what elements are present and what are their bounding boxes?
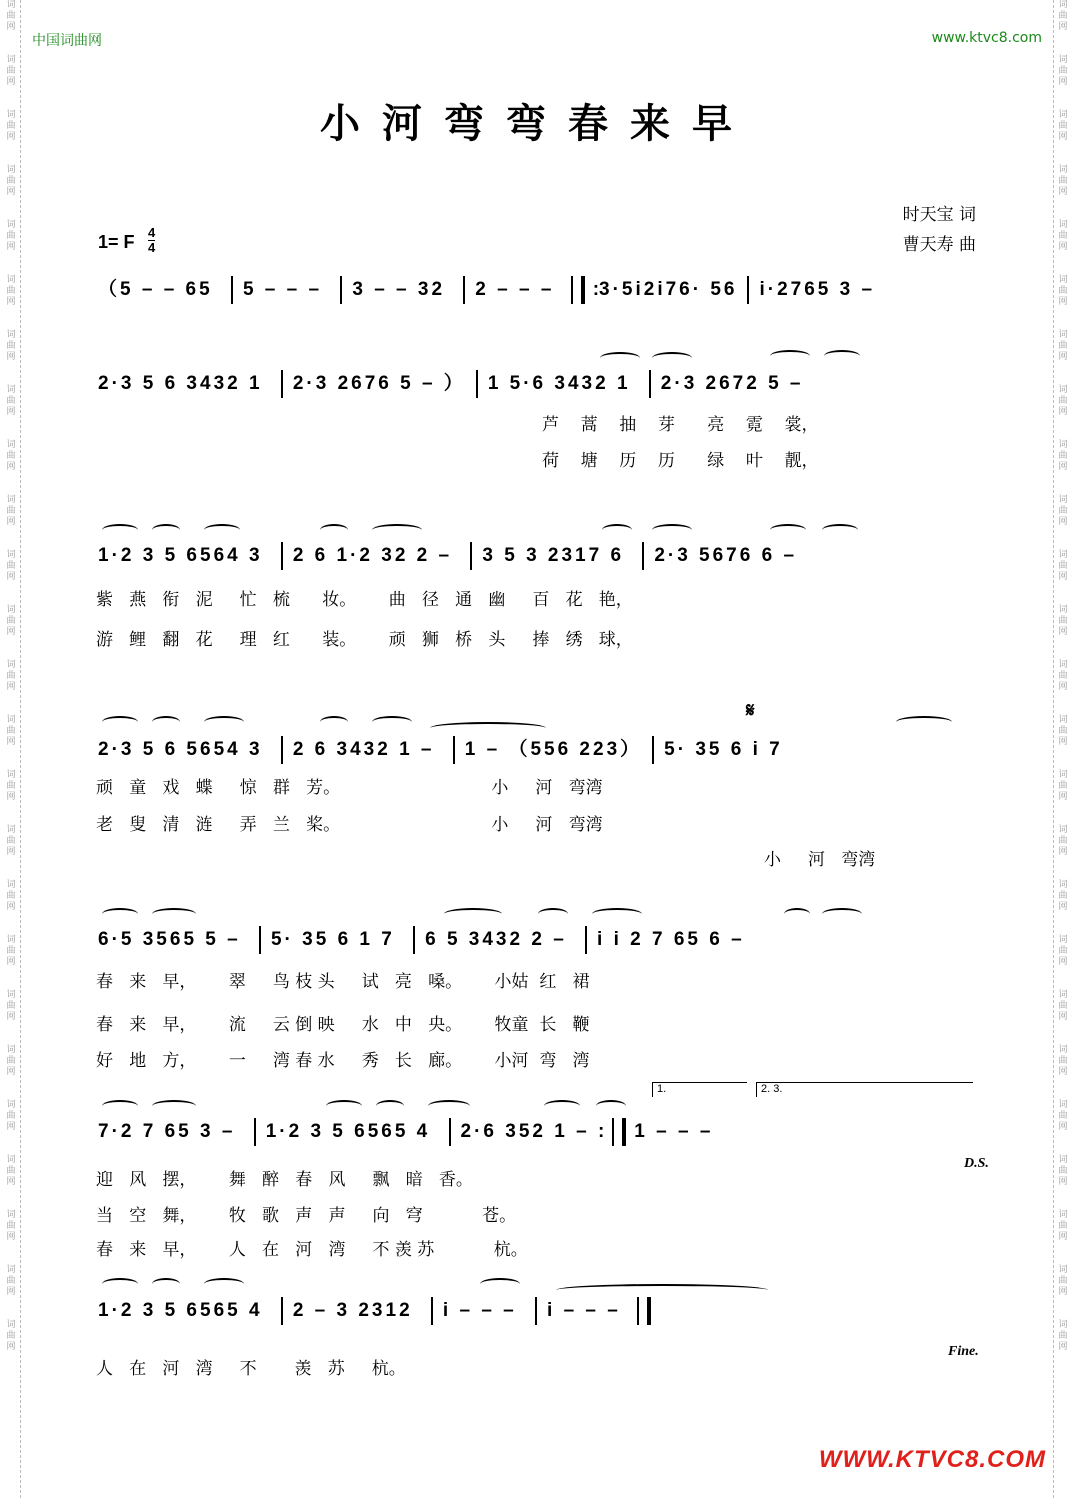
slur xyxy=(102,1278,138,1290)
slur xyxy=(822,908,862,920)
lyric-line: 小 河 弯湾 xyxy=(764,850,876,870)
slur xyxy=(102,524,138,536)
song-title: 小河弯弯春来早 xyxy=(320,100,754,147)
lyric-line: 荷 塘 历 历 绿 叶 靓， xyxy=(542,451,819,471)
slur xyxy=(444,908,502,920)
slur xyxy=(544,1100,580,1112)
notation-row-3: 1·2 3 5 6564 3 2 6 1·2 32 2 – 3 5 3 2317 6 2·3 5676 6 – xyxy=(98,542,797,570)
slur xyxy=(428,1100,470,1112)
composer-credit: 曹天寿 曲 xyxy=(902,235,976,255)
lyric-line: 游 鲤 翻 花 理 红 装。 顽 狮 桥 头 捧 绣 球， xyxy=(96,630,633,650)
slur xyxy=(204,716,244,728)
slur xyxy=(592,908,642,920)
lyric-line: 芦 蒿 抽 芽 亮 霓 裳， xyxy=(542,415,819,435)
site-url-right[interactable]: www.ktvc8.com xyxy=(931,30,1042,46)
lyric-line: 老 叟 清 涟 弄 兰 桨。 小 河 弯湾 xyxy=(96,815,603,835)
lyric-line: 人 在 河 湾 不 羡 苏 杭。 xyxy=(96,1359,406,1379)
slur xyxy=(770,524,806,536)
time-signature xyxy=(148,226,155,255)
notation-row-2: 2·3 5 6 3432 1 2·3 2676 5 – ） 1 5·6 3432 1 2·3 2672 5 – xyxy=(98,368,804,398)
notation-row-1: （5 – – 65 5 – – – 3 – – 32 2 – – – :3·5i2i76· 56 i·2765 3 – xyxy=(98,274,875,304)
lyric-line: 顽 童 戏 蝶 惊 群 芳。 小 河 弯湾 xyxy=(96,778,603,798)
lyricist-credit: 时天宝 词 xyxy=(902,205,976,225)
lyric-line: 当 空 舞， 牧 歌 声 声 向 穹 苍。 xyxy=(96,1206,517,1226)
slur xyxy=(372,716,412,728)
slur xyxy=(320,524,348,536)
notation-row-7: 1·2 3 5 6565 4 2 – 3 2312 i – – – i – – – xyxy=(98,1297,659,1325)
slur xyxy=(602,524,632,536)
slur xyxy=(326,1100,362,1112)
slur xyxy=(896,716,952,728)
slur xyxy=(102,1100,138,1112)
slur xyxy=(320,716,348,728)
tie xyxy=(556,1284,768,1296)
volta-1: 1. xyxy=(652,1082,747,1097)
slur xyxy=(600,352,640,364)
dal-segno-mark: D.S. xyxy=(964,1156,989,1171)
slur xyxy=(204,1278,244,1290)
slur xyxy=(480,1278,520,1290)
slur xyxy=(152,908,196,920)
slur xyxy=(770,350,810,362)
lyric-line: 好 地 方， 一 湾 春 水 秀 长 廊。 小河 弯 湾 xyxy=(96,1051,590,1071)
slur xyxy=(102,716,138,728)
slur xyxy=(824,350,860,362)
fine-mark: Fine. xyxy=(948,1344,979,1359)
notation-row-6: 7·2 7 65 3 – 1·2 3 5 6565 4 2·6 352 1 – : 1 – – – xyxy=(98,1118,713,1146)
volta-2-3: 2. 3. xyxy=(756,1082,973,1097)
slur xyxy=(784,908,810,920)
slur xyxy=(372,524,422,536)
left-watermark-strip: 词 曲 网 词 曲 网 词 曲 网 词 曲 网 词 曲 网 词 曲 网 词 曲 网 词 曲 网 词 曲 网 词 曲 网 词 曲 网 词 曲 网 词 曲 网 词 曲 网 词 曲 网 词 曲 网 词 曲 网 词 曲 网 词 曲 网 词 曲 网 词 曲 网 词 曲 网 词 曲 网 词 曲 网 词 曲 网 xyxy=(2,0,21,1498)
slur xyxy=(152,1100,196,1112)
tie xyxy=(430,722,546,734)
notation-row-5: 6·5 3565 5 – 5· 35 6 1 7 6 5 3432 2 – i i 2 7 65 6 – xyxy=(98,926,745,954)
slur xyxy=(538,908,568,920)
segno-sign: 𝄋 xyxy=(746,698,755,722)
lyric-line: 春 来 早， 翠 鸟 枝 头 试 亮 嗓。 小姑 红 裙 xyxy=(96,972,590,992)
lyric-line: 春 来 早， 流 云 倒 映 水 中 央。 牧童 长 鞭 xyxy=(96,1015,590,1035)
slur xyxy=(652,524,692,536)
right-watermark-strip: 词 曲 网 词 曲 网 词 曲 网 词 曲 网 词 曲 网 词 曲 网 词 曲 网 词 曲 网 词 曲 网 词 曲 网 词 曲 网 词 曲 网 词 曲 网 词 曲 网 词 曲 网 词 曲 网 词 曲 网 词 曲 网 词 曲 网 词 曲 网 词 曲 网 词 曲 网 词 曲 网 词 曲 网 词 曲 网 xyxy=(1053,0,1072,1498)
lyric-line: 迎 风 摆， 舞 醉 春 风 飘 暗 香。 xyxy=(96,1170,473,1190)
slur xyxy=(822,524,858,536)
site-logo[interactable]: WWW.KTVC8.COM xyxy=(818,1446,1046,1473)
slur xyxy=(376,1100,404,1112)
slur xyxy=(102,908,138,920)
notation-row-4: 2·3 5 6 5654 3 2 6 3432 1 – 1 – （556 223） 5· 35 6 i 7 xyxy=(98,734,783,764)
slur xyxy=(652,352,692,364)
slur xyxy=(596,1100,626,1112)
time-signature-bottom: 4 xyxy=(148,240,156,255)
slur xyxy=(204,524,240,536)
slur xyxy=(152,1278,180,1290)
time-signature-top: 4 xyxy=(148,225,156,240)
site-name-left[interactable]: 中国词曲网 xyxy=(32,33,102,49)
lyric-line: 紫 燕 衔 泥 忙 梳 妆。 曲 径 通 幽 百 花 艳， xyxy=(96,590,633,610)
key-signature: 1= F xyxy=(98,232,135,252)
slur xyxy=(152,524,180,536)
slur xyxy=(152,716,180,728)
lyric-line: 春 来 早， 人 在 河 湾 不 羡 苏 杭。 xyxy=(96,1240,528,1260)
